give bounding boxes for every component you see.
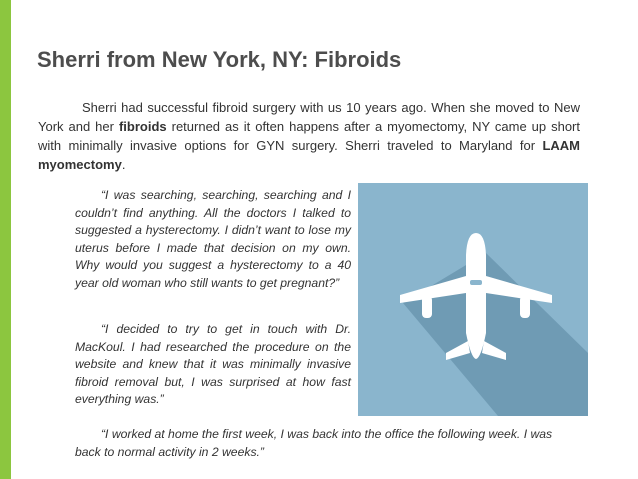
intro-bold-fibroids: fibroids [118,119,167,134]
intro-text-2: returned as it often happens after a myomectomy, NY came up short with minimally invasive options for GYN surgery. Sherri traveled to Maryland for [38,119,580,153]
intro-paragraph [38,98,580,174]
accent-bar [0,0,11,479]
airplane-icon [358,183,588,416]
plane-shadow [403,253,588,416]
airplane-illustration [358,183,588,416]
plane-window [470,280,482,285]
quote-3: “I worked at home the first week, I was back into the office the following week. I was back to normal activity in 2 weeks.” [75,427,553,459]
quote-2: “I decided to try to get in touch with Dr. MacKoul. I had researched the procedure on the website and knew that it was minimally invasive fibroid removal but, I was surprised at how fast everything was.” [75,322,351,406]
slide-title: Sherri from New York, NY: Fibroids [37,47,402,72]
quote-1: “I was searching, searching, searching and I couldn’t find anything. All the doctors I talked to suggested a hysterectomy. I didn’t want to lose my uterus before I made that decision on my own. Why would you suggest a hysterectomy to a 40 year old woman who still wants to get pregnant?” [75,188,351,290]
intro-bold-procedure: LAAM myomectomy [38,138,580,172]
intro-text-1: Sherri had successful fibroid surgery with us 10 years ago. When she moved to New York and her [38,100,580,134]
intro-text-3: . [121,157,126,172]
